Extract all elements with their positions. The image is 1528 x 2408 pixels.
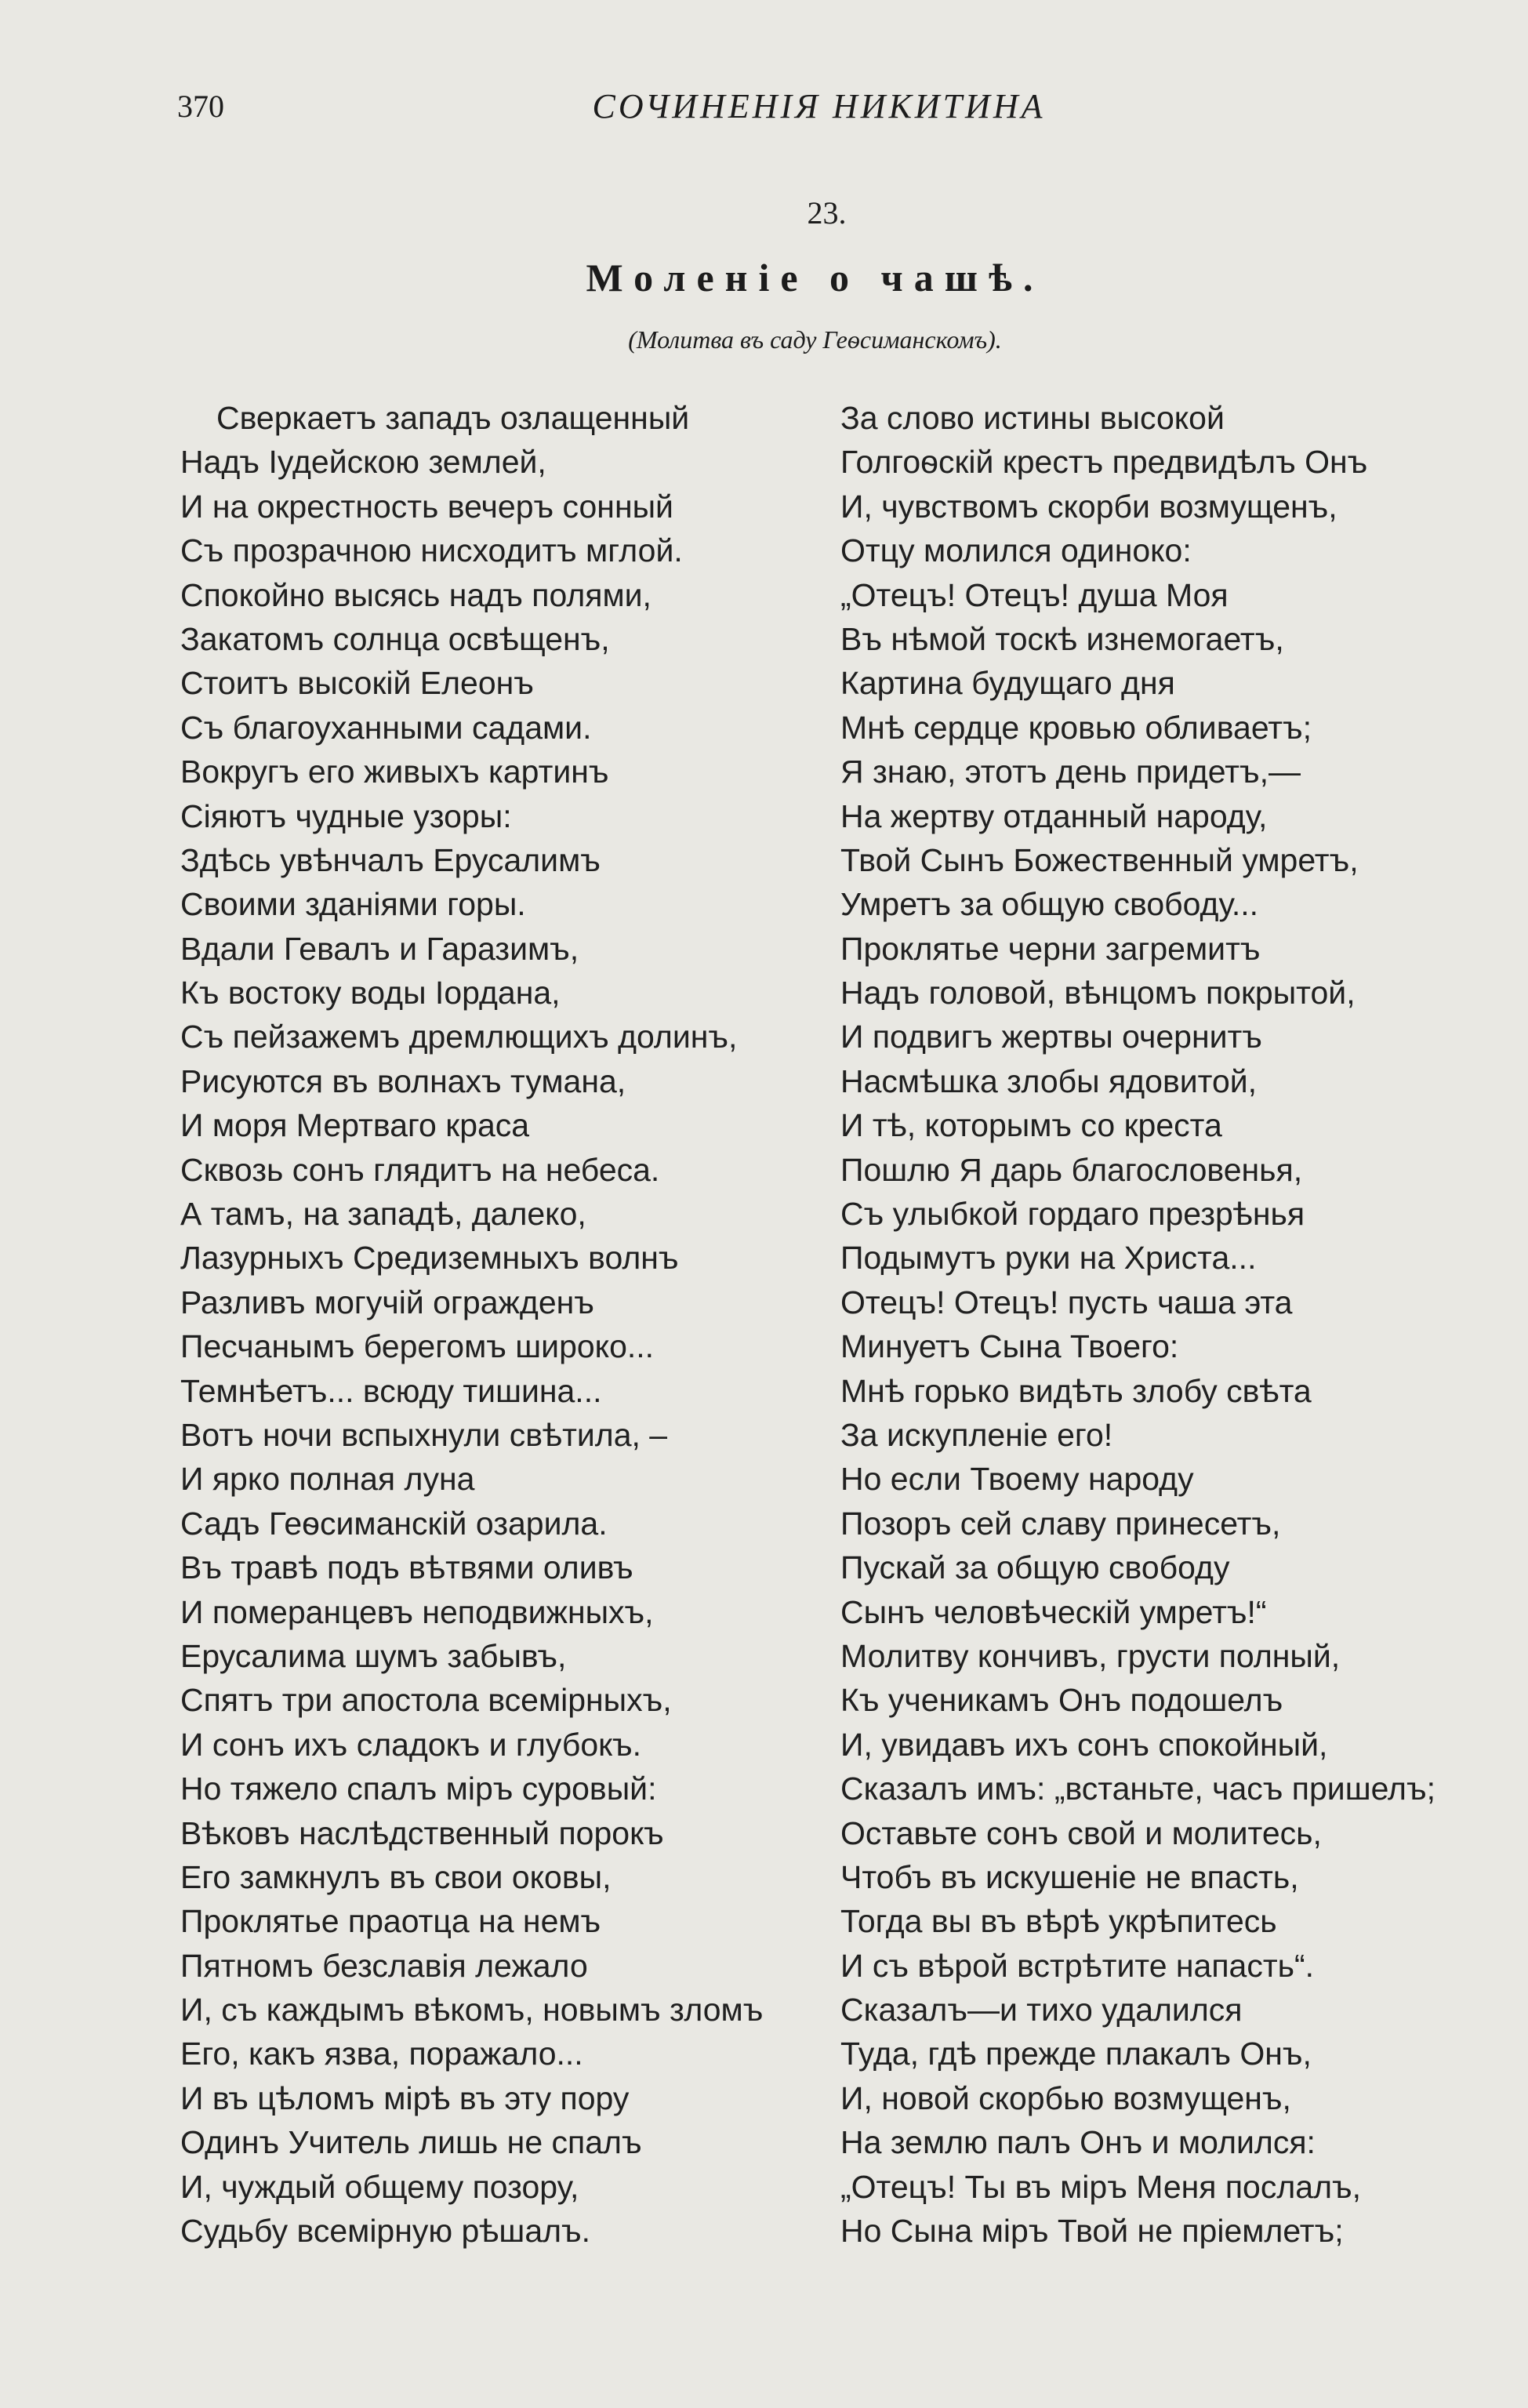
poem-line: „Отецъ! Отецъ! душа Моя (840, 576, 1229, 613)
poem-line: И подвигъ жертвы очернитъ (840, 1019, 1262, 1055)
poem-line: Лазурныхъ Средиземныхъ волнъ (180, 1240, 679, 1277)
poem-line: Ерусалима шумъ забывъ, (180, 1637, 567, 1674)
poem-line: За слово истины высокой (840, 400, 1225, 436)
poem-line: Къ ученикамъ Онъ подошелъ (840, 1682, 1283, 1719)
poem-line: И моря Мертваго краса (180, 1107, 530, 1144)
poem-line: Спятъ три апостола всемірныхъ, (180, 1682, 672, 1719)
poem-line: Пятномъ безславія лежало (180, 1947, 588, 1984)
poem-line: И, чувствомъ скорби возмущенъ, (840, 488, 1337, 525)
poem-line: На жертву отданный народу, (840, 797, 1268, 834)
poem-line: Садъ Геѳсиманскій озарила. (180, 1505, 608, 1542)
page-number: 370 (177, 89, 224, 124)
poem-line: За искупленіе его! (840, 1416, 1113, 1453)
poem-line: Мнѣ сердце кровью обливаетъ; (840, 709, 1312, 746)
poem-line: Вѣковъ наслѣдственный порокъ (180, 1814, 664, 1851)
poem-line: Судьбу всемірную рѣшалъ. (180, 2213, 591, 2250)
poem-line: Пошлю Я дарь благословенья, (840, 1151, 1303, 1188)
poem-line: Спокойно высясь надъ полями, (180, 576, 651, 613)
poem-line: Рисуются въ волнахъ тумана, (180, 1062, 626, 1099)
poem-line: Мнѣ горько видѣть злобу свѣта (840, 1372, 1312, 1409)
poem-line: Песчанымъ берегомъ широко... (180, 1328, 655, 1365)
poem-line: Здѣсь увѣнчалъ Ерусалимъ (180, 841, 601, 878)
poem-line: Съ пейзажемъ дремлющихъ долинъ, (180, 1019, 738, 1055)
poem-line: Въ травѣ подъ вѣтвями оливъ (180, 1549, 633, 1586)
poem-line: И сонъ ихъ сладокъ и глубокъ. (180, 1726, 642, 1763)
poem-line: Вотъ ночи вспыхнули свѣтила, – (180, 1416, 668, 1453)
poem-line: Оставьте сонъ свой и молитесь, (840, 1814, 1322, 1851)
poem-line: Закатомъ солнца освѣщенъ, (180, 620, 610, 657)
poem-line: Отцу молился одиноко: (840, 532, 1192, 569)
poem-line: Одинъ Учитель лишь не спалъ (180, 2124, 642, 2161)
poem-line: Сквозь сонъ глядитъ на небеса. (180, 1151, 660, 1188)
poem-line: Тогда вы въ вѣрѣ укрѣпитесь (840, 1903, 1277, 1940)
poem-line: Сказалъ имъ: „встаньте, часъ пришелъ; (840, 1771, 1435, 1807)
poem-line: Твой Сынъ Божественный умретъ, (840, 841, 1359, 878)
poem-right-column (840, 396, 1499, 2253)
poem-line: И ярко полная луна (180, 1461, 475, 1498)
poem-line: Съ прозрачною нисходитъ мглой. (180, 532, 683, 569)
poem-title: Моленіе о чашѣ. (586, 256, 1044, 300)
poem-line: Надъ головой, вѣнцомъ покрытой, (840, 975, 1356, 1012)
poem-line: На землю палъ Онъ и молился: (840, 2124, 1316, 2161)
poem-line: Съ улыбкой гордаго презрѣнья (840, 1196, 1305, 1233)
poem-line: И, чуждый общему позору, (180, 2168, 579, 2205)
poem-line: Пускай за общую свободу (840, 1549, 1230, 1586)
poem-line: Вокругъ его живыхъ картинъ (180, 754, 609, 790)
poem-line: Темнѣетъ... всюду тишина... (180, 1372, 602, 1409)
poem-line: И померанцевъ неподвижныхъ, (180, 1593, 654, 1630)
poem-line: „Отецъ! Ты въ міръ Меня послалъ, (840, 2168, 1362, 2205)
poem-line: Сказалъ—и тихо удалился (840, 1992, 1243, 2028)
poem-line: Голгоѳскій крестъ предвидѣлъ Онъ (840, 444, 1368, 481)
poem-line: Съ благоуханными садами. (180, 709, 592, 746)
poem-line: И съ вѣрой встрѣтите напасть“. (840, 1947, 1315, 1984)
poem-number: 23. (807, 195, 847, 231)
poem-line: Сверкаетъ западъ озлащенный (216, 400, 690, 436)
poem-line: И, увидавъ ихъ сонъ спокойный, (840, 1726, 1328, 1763)
poem-line: Позоръ сей славу принесетъ, (840, 1505, 1281, 1542)
poem-line: Надъ Іудейскою землей, (180, 444, 546, 481)
poem-line: Его замкнулъ въ свои оковы, (180, 1858, 612, 1895)
poem-line: Въ нѣмой тоскѣ изнемогаетъ, (840, 620, 1284, 657)
poem-line: Его, какъ язва, поражало... (180, 2036, 583, 2072)
poem-subtitle: (Молитва въ саду Геѳсиманскомъ). (628, 325, 1002, 354)
poem-line: Своими зданіями горы. (180, 886, 526, 923)
poem-line: Сіяютъ чудные узоры: (180, 797, 512, 834)
poem-line: Проклятье праотца на немъ (180, 1903, 601, 1940)
poem-line: И, новой скорбью возмущенъ, (840, 2079, 1291, 2116)
poem-left-column (180, 396, 815, 2253)
poem-line: Проклятье черни загремитъ (840, 930, 1261, 967)
poem-line: Умретъ за общую свободу... (840, 886, 1259, 923)
poem-line: Но если Твоему народу (840, 1461, 1194, 1498)
poem-line: И, съ каждымъ вѣкомъ, новымъ зломъ (180, 1992, 764, 2028)
poem-line: А тамъ, на западѣ, далеко, (180, 1196, 586, 1233)
poem-line: Сынъ человѣческій умретъ!“ (840, 1593, 1267, 1630)
poem-line: Вдали Гевалъ и Гаразимъ, (180, 930, 579, 967)
poem-line: Но тяжело спалъ міръ суровый: (180, 1771, 657, 1807)
poem-line: Чтобъ въ искушеніе не впасть, (840, 1858, 1299, 1895)
poem-line: Къ востоку воды Іордана, (180, 975, 561, 1012)
poem-line: И на окрестность вечеръ сонный (180, 488, 673, 525)
poem-line: Туда, гдѣ прежде плакалъ Онъ, (840, 2036, 1312, 2072)
poem-line: Но Сына міръ Твой не пріемлетъ; (840, 2213, 1344, 2250)
poem-line: Насмѣшка злобы ядовитой, (840, 1062, 1258, 1099)
poem-line: Я знаю, этотъ день придетъ,— (840, 754, 1301, 790)
poem-line: Картина будущаго дня (840, 665, 1175, 702)
poem-line: Разливъ могучій огражденъ (180, 1284, 594, 1320)
poem-line: Минуетъ Сына Твоего: (840, 1328, 1179, 1365)
poem-line: Стоитъ высокій Елеонъ (180, 665, 534, 702)
poem-line: Подымутъ руки на Христа... (840, 1240, 1257, 1277)
poem-line: И въ цѣломъ мірѣ въ эту пору (180, 2079, 630, 2116)
poem-line: И тѣ, которымъ со креста (840, 1107, 1222, 1144)
poem-line: Отецъ! Отецъ! пусть чаша эта (840, 1284, 1293, 1320)
running-title: СОЧИНЕНІЯ НИКИТИНА (592, 87, 1046, 125)
poem-line: Молитву кончивъ, грусти полный, (840, 1637, 1341, 1674)
